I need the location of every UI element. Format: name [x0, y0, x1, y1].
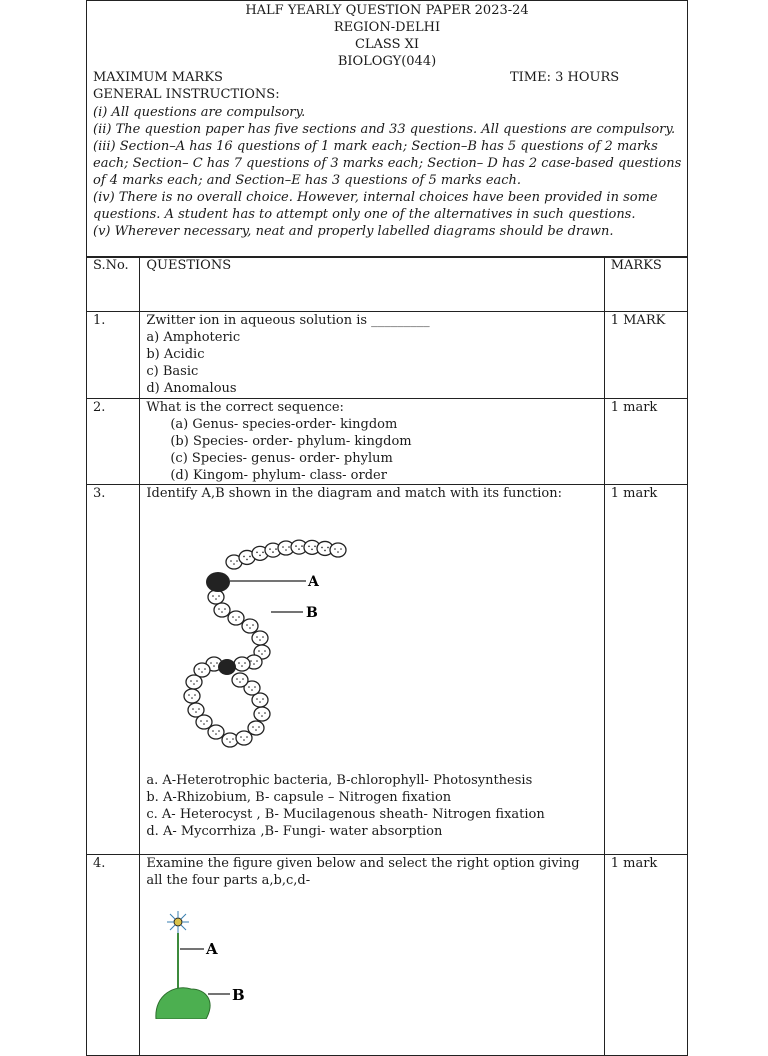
filament-cell [242, 619, 258, 633]
cell-granule [199, 668, 201, 670]
cell-granule [213, 595, 215, 597]
cell-granule [262, 715, 264, 717]
cell-granule [237, 678, 239, 680]
cell-granule [260, 555, 262, 557]
cell-granule [216, 598, 218, 600]
question-number: 4. [87, 855, 140, 1056]
subject-label: BIOLOGY(044) [337, 54, 437, 69]
option: (d) Kingom- phylum- class- order [170, 468, 387, 483]
option: d. A- Mycorrhiza ,B- Fungi- water absorption [146, 824, 443, 839]
table-row [87, 312, 688, 399]
cell-granule [322, 547, 324, 549]
filament-cell [214, 603, 230, 617]
question-text: Identify A,B shown in the diagram and match with its function: [146, 486, 562, 501]
instruction-item: (iii) Section–A has 16 questions of 1 mark each; Section–B has 5 questions of 2 marks each; Section– C has 7 questions of 3 marks each; Section– D has 2 case-based questions of 4 marks each; and Section–E has 3 questions of 5 marks each. [93, 139, 682, 188]
cell-granule [217, 662, 219, 664]
question-marks: 1 mark [604, 399, 687, 485]
label-a: A [206, 940, 218, 958]
questions-table [86, 256, 688, 1056]
label-b: B [232, 986, 246, 1004]
filament-cell [228, 611, 244, 625]
question-cell [140, 399, 604, 485]
anabaena-filament-diagram [146, 502, 396, 772]
cell-granule [270, 548, 272, 550]
cell-granule [244, 739, 246, 741]
cell-granule [265, 712, 267, 714]
cell-granule [219, 608, 221, 610]
cell-granule [219, 595, 221, 597]
option: (c) Species- genus- order- phylum [170, 451, 393, 466]
filament-cell [330, 543, 346, 557]
cell-granule [256, 729, 258, 731]
heterocyst-cell [218, 659, 236, 675]
cell-granule [341, 548, 343, 550]
cell-granule [299, 548, 301, 550]
cell-granule [255, 686, 257, 688]
instructions-list [93, 104, 683, 240]
cell-granule [309, 546, 311, 548]
cell-granule [250, 556, 252, 558]
question-cell [140, 855, 604, 1056]
sno-header: S.No. [87, 257, 140, 312]
filament-cell [252, 631, 268, 645]
question-text: What is the correct sequence: [146, 400, 344, 415]
option: (b) Species- order- phylum- kingdom [170, 434, 412, 449]
question-number: 3. [87, 485, 140, 855]
cell-granule [189, 694, 191, 696]
question-marks: 1 mark [604, 855, 687, 1056]
leaf-cluster [156, 988, 210, 1019]
option: a. A-Heterotrophic bacteria, B-chlorophyll- Photosynthesis [146, 773, 533, 788]
question-cell [140, 485, 604, 855]
cell-granule [192, 697, 194, 699]
cell-granule [202, 671, 204, 673]
general-instructions-heading: GENERAL INSTRUCTIONS: [93, 87, 280, 102]
cell-granule [196, 711, 198, 713]
cell-granule [199, 708, 201, 710]
cell-granule [201, 720, 203, 722]
cell-granule [263, 552, 265, 554]
cell-granule [194, 683, 196, 685]
filament-cell [184, 689, 200, 703]
cell-granule [273, 551, 275, 553]
marks-header: MARKS [604, 257, 687, 312]
cell-granule [205, 668, 207, 670]
cell-granule [262, 653, 264, 655]
option: b) Acidic [146, 347, 205, 362]
paper-title: HALF YEARLY QUESTION PAPER 2023-24 [245, 3, 529, 18]
cell-granule [193, 708, 195, 710]
cell-granule [263, 698, 265, 700]
label-a: A [308, 574, 320, 590]
cell-granule [240, 681, 242, 683]
cell-granule [231, 560, 233, 562]
question-cell [140, 312, 604, 399]
cell-granule [245, 662, 247, 664]
table-row [87, 855, 688, 1056]
question-text: Zwitter ion in aqueous solution is _________ [146, 313, 430, 328]
option: a) Amphoteric [146, 330, 241, 345]
cell-granule [257, 660, 259, 662]
cell-granule [227, 738, 229, 740]
class-label: CLASS XI [354, 37, 420, 52]
cell-granule [257, 552, 259, 554]
filament-cell [208, 725, 224, 739]
filament-cell [254, 707, 270, 721]
flower-head [167, 911, 189, 933]
cell-granule [283, 546, 285, 548]
region-label: REGION-DELHI [333, 20, 441, 35]
option: d) Anomalous [146, 381, 237, 396]
cell-granule [244, 556, 246, 558]
cell-granule [239, 662, 241, 664]
question-marks: 1 mark [604, 485, 687, 855]
question-number: 2. [87, 399, 140, 485]
cell-granule [237, 560, 239, 562]
instruction-item: (ii) The question paper has five sections and 33 questions. All questions are compulsory. [93, 122, 676, 137]
cell-granule [263, 636, 265, 638]
instruction-item: (i) All questions are compulsory. [93, 105, 306, 120]
question-paper-page [86, 0, 688, 1024]
cell-granule [233, 738, 235, 740]
label-b: B [306, 605, 319, 621]
option: b. A-Rhizobium, B- capsule – Nitrogen fixation [146, 790, 452, 805]
cell-granule [230, 741, 232, 743]
plant-diagram [146, 889, 396, 1019]
cell-granule [259, 726, 261, 728]
questions-header: QUESTIONS [140, 257, 604, 312]
cell-granule [214, 665, 216, 667]
cell-granule [247, 624, 249, 626]
filament-cell [222, 733, 238, 747]
cell-granule [197, 680, 199, 682]
cell-granule [289, 546, 291, 548]
cell-granule [252, 689, 254, 691]
table-header-row [87, 257, 688, 312]
cell-granule [204, 723, 206, 725]
cell-granule [243, 678, 245, 680]
cell-granule [195, 694, 197, 696]
table-row [87, 485, 688, 855]
cell-granule [239, 616, 241, 618]
cell-granule [241, 736, 243, 738]
cell-granule [253, 726, 255, 728]
cell-granule [276, 548, 278, 550]
option: c) Basic [146, 364, 199, 379]
cell-granule [325, 550, 327, 552]
cell-granule [257, 636, 259, 638]
instruction-item: (iv) There is no overall choice. However, internal choices have been provided in some questions. A student has to attempt only one of the alternatives in such questions. [93, 190, 658, 222]
cell-granule [328, 547, 330, 549]
cell-granule [335, 548, 337, 550]
cell-granule [191, 680, 193, 682]
filament-cell [248, 721, 264, 735]
heterocyst-cell [206, 572, 230, 592]
cell-granule [207, 720, 209, 722]
cell-granule [265, 650, 267, 652]
cell-granule [236, 619, 238, 621]
cell-granule [260, 701, 262, 703]
cell-granule [312, 549, 314, 551]
cell-granule [211, 662, 213, 664]
time-label: TIME: 3 HOURS [510, 70, 620, 85]
cell-granule [259, 712, 261, 714]
cell-granule [213, 730, 215, 732]
cell-granule [338, 551, 340, 553]
cell-granule [249, 686, 251, 688]
cell-granule [216, 733, 218, 735]
cell-granule [302, 545, 304, 547]
cell-granule [247, 559, 249, 561]
cell-granule [233, 616, 235, 618]
question-marks: 1 MARK [604, 312, 687, 399]
cell-granule [219, 730, 221, 732]
cell-granule [254, 663, 256, 665]
max-marks-label: MAXIMUM MARKS [93, 70, 223, 85]
filament-cell [234, 657, 250, 671]
cell-granule [234, 563, 236, 565]
cell-granule [296, 545, 298, 547]
cell-granule [225, 608, 227, 610]
cell-granule [247, 736, 249, 738]
cell-granule [286, 549, 288, 551]
cell-granule [315, 546, 317, 548]
option: c. A- Heterocyst , B- Mucilagenous sheath- Nitrogen fixation [146, 807, 545, 822]
cell-granule [251, 660, 253, 662]
cell-granule [242, 665, 244, 667]
filament-cell [186, 675, 202, 689]
question-number: 1. [87, 312, 140, 399]
cell-granule [253, 624, 255, 626]
filament-cell [208, 590, 224, 604]
paper-header [86, 0, 688, 258]
cell-granule [257, 698, 259, 700]
cell-granule [259, 650, 261, 652]
cell-granule [250, 627, 252, 629]
filament-cell [232, 673, 248, 687]
instruction-item: (v) Wherever necessary, neat and properly labelled diagrams should be drawn. [93, 224, 614, 239]
cell-granule [260, 639, 262, 641]
cell-granule [222, 611, 224, 613]
table-row [87, 399, 688, 485]
question-text: Examine the figure given below and select the right option giving all the four parts a,b,c,d- [146, 856, 580, 888]
option: (a) Genus- species-order- kingdom [170, 417, 398, 432]
